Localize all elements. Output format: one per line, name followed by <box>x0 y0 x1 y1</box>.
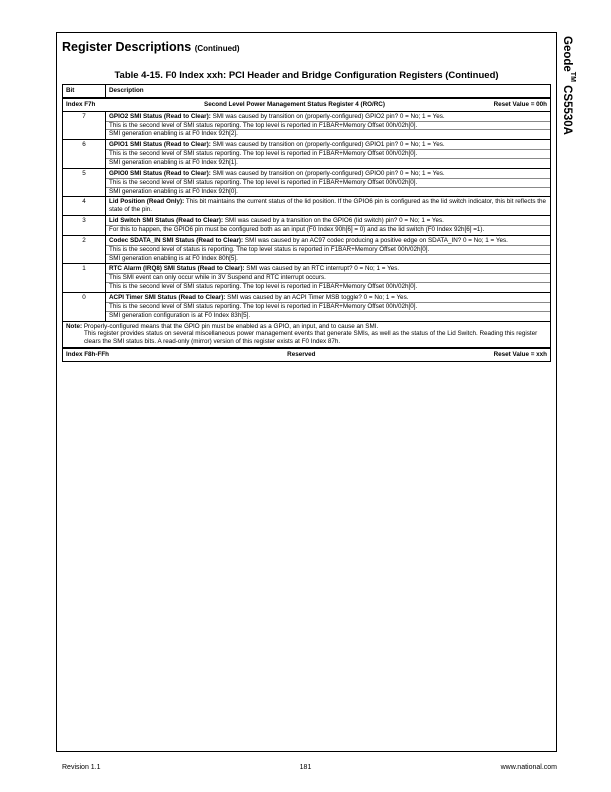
footer-page-number: 181 <box>299 764 312 771</box>
bit-field-title: ACPI Timer SMI Status (Read to Clear): <box>109 294 226 302</box>
section-title-continued: (Continued) <box>194 44 240 53</box>
register-header-cell <box>63 98 551 111</box>
bit-row <box>63 197 551 216</box>
description-line: This is the second level of SMI status reporting. The top level is reported in F1BAR+Memory Offset 00h/02h[0]. <box>106 121 550 130</box>
register-header-row <box>63 98 551 111</box>
description-line: For this to happen, the GPIO6 pin must be configured both as an input (F0 Index 90h[6] = 0) and as the lid switch (F0 Index 92h[6] =1). <box>106 225 550 234</box>
description-line <box>106 170 550 178</box>
description-line <box>106 141 550 149</box>
description-line <box>106 113 550 121</box>
bit-field-text: SMI was caused by transition on (properly-configured) GPIO0 pin? 0 = No; 1 = Yes. <box>212 169 445 177</box>
bit-field-title: Lid Switch SMI Status (Read to Clear): <box>109 217 224 225</box>
side-title-part: CS5530A <box>561 85 574 135</box>
bit-description <box>106 216 551 236</box>
bit-field-text: SMI was caused by transition on (properly-configured) GPIO1 pin? 0 = No; 1 = Yes. <box>212 141 445 149</box>
bit-number: 7 <box>63 111 106 140</box>
bit-field-text: SMI was caused by an RTC interrupt? 0 = No; 1 = Yes. <box>246 265 400 273</box>
bit-number: 3 <box>63 216 106 236</box>
bit-number: 1 <box>63 264 106 293</box>
description-line: SMI generation configuration is at F0 Index 83h[5]. <box>106 311 550 320</box>
bit-field-title: GPIO0 SMI Status (Read to Clear): <box>109 169 211 177</box>
bit-field-text: SMI was caused by an AC97 codec producing a positive edge on SDATA_IN? 0 = No; 1 = Yes. <box>244 236 508 244</box>
bit-field-title: GPIO2 SMI Status (Read to Clear): <box>109 112 211 120</box>
side-title <box>562 36 576 196</box>
bit-field-text: This bit maintains the current status of the lid position. If the GPIO6 pin is configured as the lid switch indicator, this bit reflects the state of the pin. <box>109 198 547 214</box>
bit-field-text: SMI was caused by transition on (properly-configured) GPIO2 pin? 0 = No; 1 = Yes. <box>212 112 445 120</box>
side-title-brand: Geode <box>561 36 574 72</box>
bit-row <box>63 293 551 322</box>
table-title: Table 4-15. F0 Index xxh: PCI Header and Bridge Configuration Registers (Continued) <box>114 70 499 81</box>
reserved-index: Index F8h-FFh <box>66 351 110 359</box>
description-line <box>106 217 550 225</box>
bit-description <box>106 140 551 169</box>
register-table <box>62 84 551 362</box>
note-line-1: Properly-configured means that the GPIO pin must be enabled as a GPIO, an input, and to cause an SMI. <box>83 322 379 330</box>
description-line: SMI generation enabling is at F0 Index 92h[1]. <box>106 158 550 167</box>
register-index: Index F7h <box>66 100 96 108</box>
bit-number: 6 <box>63 140 106 169</box>
note-line-2: This register provides status on several miscellaneous power management events that generate SMIs, as well as the status of the Lid Switch. Reading this register clears the SMI status bits. A read-only (mirror) version of this register exists at F0 Index 87h. <box>84 330 538 346</box>
description-line: SMI generation enabling is at F0 Index 80h[5]. <box>106 254 550 263</box>
bit-number: 2 <box>63 235 106 264</box>
register-reset-value: Reset Value = 00h <box>493 100 547 108</box>
bit-field-title: GPIO1 SMI Status (Read to Clear): <box>109 141 211 149</box>
bit-row <box>63 168 551 197</box>
section-title <box>62 40 240 54</box>
bit-field-text: SMI was caused by a transition on the GPIO6 (lid switch) pin? 0 = No; 1 = Yes. <box>224 217 444 225</box>
bit-number: 4 <box>63 197 106 216</box>
bit-row <box>63 216 551 236</box>
reserved-name: Reserved <box>287 351 316 359</box>
description-line <box>106 198 550 214</box>
side-title-tm: TM <box>569 71 576 82</box>
bit-row <box>63 235 551 264</box>
bit-row <box>63 140 551 169</box>
description-line <box>106 237 550 245</box>
section-title-text: Register Descriptions <box>62 40 192 54</box>
note-cell <box>63 321 551 348</box>
bit-number: 5 <box>63 168 106 197</box>
description-line: This is the second level of SMI status reporting. The top level is reported in F1BAR+Memory Offset 00h/02h[0]. <box>106 282 550 291</box>
bit-description <box>106 293 551 322</box>
bit-row <box>63 264 551 293</box>
description-line: This SMI event can only occur while in 3V Suspend and RTC interrupt occurs. <box>106 273 550 282</box>
bit-description <box>106 235 551 264</box>
bit-description <box>106 264 551 293</box>
bit-description <box>106 111 551 140</box>
footer-website: www.national.com <box>500 764 557 771</box>
description-line: This is the second level of SMI status reporting. The top level is reported in F1BAR+Memory Offset 00h/02h[0]. <box>106 302 550 311</box>
description-line <box>106 294 550 302</box>
bit-field-title: Lid Position (Read Only): <box>109 198 185 206</box>
description-line <box>106 265 550 273</box>
description-line: This is the second level of SMI status reporting. The top level is reported in F1BAR+Memory Offset 00h/02h[0]. <box>106 178 550 187</box>
bit-number: 0 <box>63 293 106 322</box>
reserved-header-row <box>63 348 551 361</box>
register-name: Second Level Power Management Status Register 4 (RO/RC) <box>204 100 385 108</box>
description-line: This is the second level of SMI status reporting. The top level is reported in F1BAR+Memory Offset 00h/02h[0]. <box>106 149 550 158</box>
bit-row <box>63 111 551 140</box>
description-line: SMI generation enabling is at F0 Index 92h[0]. <box>106 187 550 196</box>
description-line: SMI generation enabling is at F0 Index 92h[2]. <box>106 129 550 138</box>
bit-field-text: SMI was caused by an ACPI Timer MSB toggle? 0 = No; 1 = Yes. <box>227 294 409 302</box>
bit-field-title: RTC Alarm (IRQ8) SMI Status (Read to Clear): <box>109 265 245 273</box>
footer-revision: Revision 1.1 <box>62 764 101 771</box>
bit-description <box>106 197 551 216</box>
note-row <box>63 321 551 348</box>
column-header-bit: Bit <box>63 85 106 98</box>
reserved-reset-value: Reset Value = xxh <box>493 351 547 359</box>
register-table-body <box>63 98 551 362</box>
bit-field-title: Codec SDATA_IN SMI Status (Read to Clear): <box>109 236 244 244</box>
reserved-header-cell <box>63 348 551 361</box>
bit-description <box>106 168 551 197</box>
description-line: This is the second level of status is reporting. The top level status is reported in F1BAR+Memory Offset 00h/02h[0]. <box>106 245 550 254</box>
column-header-description: Description <box>106 85 551 98</box>
note-label: Note: <box>66 322 83 330</box>
